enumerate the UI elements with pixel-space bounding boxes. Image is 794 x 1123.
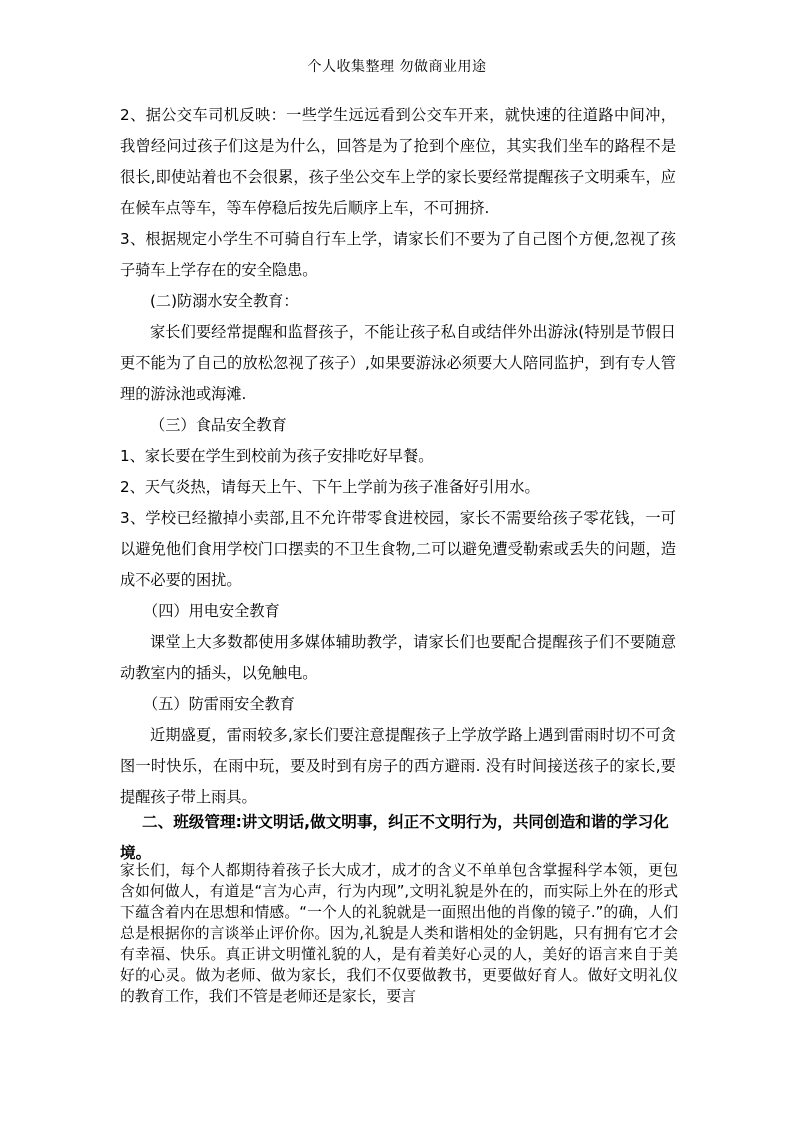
- electric-paragraph: 课堂上大多数都使用多媒体辅助教学，请家长们也要配合提醒孩子们不要随意动教室内的插头，以免触电。: [120, 633, 676, 682]
- traffic-item-3: 3、根据规定小学生不可骑自行车上学，请家长们不要为了自己图个方便,忽视了孩子骑车上学存在的安全隐患。: [120, 230, 676, 279]
- electric-heading: （四）用电安全教育: [143, 602, 280, 620]
- thunder-paragraph: 近期盛夏，雷雨较多,家长们要注意提醒孩子上学放学路上遇到雷雨时切不可贪图一时快乐，在雨中玩，要及时到有房子的西方避雨. 没有时间接送孩子的家长,要提醒孩子带上雨具。: [120, 726, 676, 806]
- class-management-paragraph: 家长们，每个人都期待着孩子长大成才，成才的含义不单单包含掌握科学本领，更包含如何做人，有道是“言为心声，行为内现”,文明礼貌是外在的，而实际上外在的形式下蕴含着内在思想和情感。“一个人的礼貌就是一面照出他的肖像的镜子.”的确，人们总是根据你的言谈举止评价你。因为,礼貌是人类和谐相处的金钥匙，只有拥有它才会有幸福、快乐。真正讲文明懂礼貌的人，是有着美好心灵的人，美好的语言来自于美好的心灵。做为老师、做为家长，我们不仅要做教书，更要做好育人。做好文明礼仪的教育工作，我们不管是老师还是家长，要言: [120, 862, 678, 1005]
- food-item-3: 3、学校已经撤掉小卖部,且不允许带零食进校园，家长不需要给孩子零花钱，一可以避免他们食用学校门口摆卖的不卫生食物,二可以避免遭受勒索或丢失的问题，造成不必要的困扰。: [120, 509, 676, 589]
- traffic-item-2: 2、据公交车司机反映：一些学生远远看到公交车开来，就快速的往道路中间冲，我曾经问过孩子们这是为什么，回答是为了抢到个座位，其实我们坐车的路程不是很长,即使站着也不会很累，孩子坐公交车上学的家长要经常提醒孩子文明乘车，应在候车点等车，等车停稳后按先后顺序上车，不可拥挤.: [120, 106, 676, 217]
- thunder-heading: （五）防雷雨安全教育: [143, 695, 295, 713]
- drowning-heading: (二)防溺水安全教育：: [150, 292, 299, 310]
- document-body: [120, 100, 676, 813]
- food-heading: （三）食品安全教育: [150, 416, 287, 434]
- page-header: 个人收集整理 勿做商业用途: [307, 59, 487, 75]
- class-management-heading: 二、班级管理:讲文明话,做文明事，纠正不文明行为，共同创造和谐的学习化境。: [120, 813, 669, 862]
- food-item-2: 2、天气炎热，请每天上午、下午上学前为孩子准备好引用水。: [120, 478, 540, 496]
- food-item-1: 1、家长要在学生到校前为孩子安排吃好早餐。: [120, 447, 434, 465]
- drowning-paragraph: 家长们要经常提醒和监督孩子，不能让孩子私自或结伴外出游泳(特别是节假日更不能为了自己的放松忽视了孩子）,如果要游泳必须要大人陪同监护，到有专人管理的游泳池或海滩.: [120, 323, 676, 403]
